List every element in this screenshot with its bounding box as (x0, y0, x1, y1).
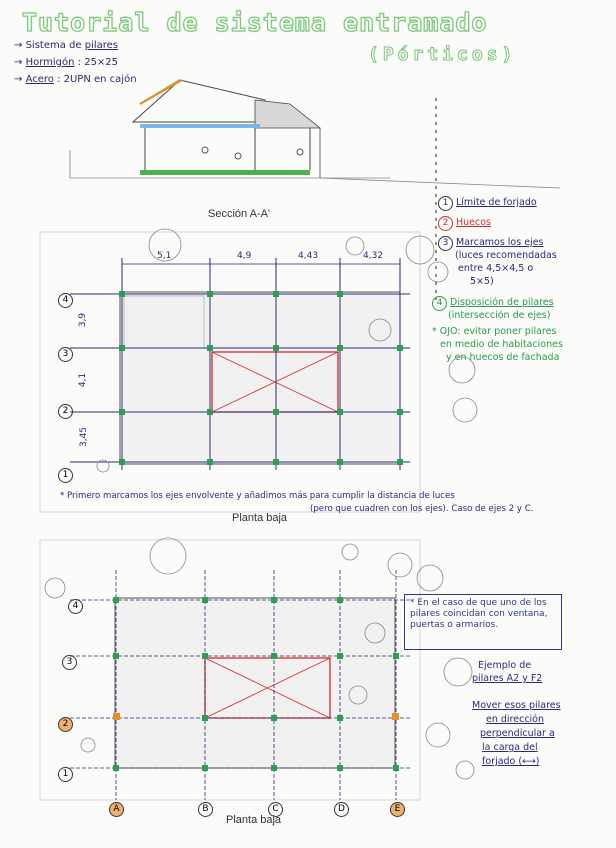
dimension-left-1: 3,9 (78, 312, 89, 328)
dimension-top-3: 4,43 (298, 251, 319, 261)
axis-row-1-bottom: 1 (58, 761, 76, 782)
step-2: 2 Huecos (438, 216, 491, 231)
spec-steel-label: Acero (25, 74, 54, 85)
spec-system-value: pilares (84, 40, 119, 51)
spec-steel: → Acero : 2UPN en cajón (14, 74, 137, 85)
move-line-4: la carga del (482, 742, 538, 753)
step-4: 4 Disposición de pilares (432, 296, 554, 311)
example-line-1: Ejemplo de (478, 660, 532, 671)
top-plan-caption: Planta baja (232, 512, 288, 524)
axis-row-4-bottom: 4 (68, 593, 86, 614)
axis-row-2-bottom: 2 (58, 711, 76, 732)
axis-row-1-top: 1 (58, 462, 76, 483)
bottom-plan (40, 538, 474, 800)
step-3-detail-3: 5×5) (470, 276, 494, 287)
step-4-detail: (intersección de ejes) (448, 310, 551, 321)
spec-steel-value: : 2UPN en cajón (57, 74, 137, 85)
axis-col-c: C (268, 796, 286, 817)
axis-row-3-bottom: 3 (62, 649, 80, 670)
axis-col-a: A (109, 796, 127, 817)
footnote-line-2: (pero que cuadren con los ejes). Caso de ejes 2 y C. (310, 504, 534, 514)
dimension-top-1: 5,1 (157, 251, 172, 261)
move-line-2: en dirección (486, 714, 545, 725)
dimension-top-4: 4,32 (363, 251, 384, 261)
axis-row-2-top: 2 (58, 398, 76, 419)
spec-concrete-label: Hormigón (25, 57, 75, 68)
bottom-plan-caption: Planta baja (226, 814, 282, 826)
spec-system-label: Sistema de (25, 40, 82, 51)
axis-row-4-top: 4 (58, 287, 76, 308)
step-3-detail-1: (luces recomendadas (455, 250, 557, 261)
page-subtitle: (Pórticos) (368, 44, 517, 65)
move-line-3: perpendicular a (480, 728, 555, 739)
top-plan (40, 229, 477, 512)
axis-col-d: D (334, 796, 352, 817)
section-drawing (70, 80, 560, 188)
move-line-1: Mover esos pilares (472, 700, 561, 711)
step-warning-detail-1: en medio de habitaciones (440, 339, 563, 350)
page-title: Tutorial de sistema entramado (22, 8, 488, 37)
spec-concrete: → Hormigón : 25×25 (14, 57, 119, 68)
move-line-5: forjado (⟷) (482, 756, 540, 767)
spec-system: → Sistema de pilares (14, 40, 119, 51)
window-note-box: * En el caso de que uno de los pilares coincidan con ventana, puertas o armarios. (404, 594, 562, 650)
example-line-2: pilares A2 y F2 (472, 673, 543, 684)
step-3-detail-2: entre 4,5×4,5 o (458, 263, 534, 274)
spec-concrete-value: : 25×25 (77, 57, 119, 68)
axis-row-3-top: 3 (58, 341, 76, 362)
step-warning-detail-2: y en huecos de fachada (446, 352, 560, 363)
axis-col-b: B (198, 796, 216, 817)
step-1: 1 Límite de forjado (438, 196, 537, 211)
section-caption: Sección A-A' (208, 208, 271, 220)
dimension-left-3: 3,45 (79, 426, 90, 448)
step-warning: * OJO: evitar poner pilares (432, 326, 557, 337)
dimension-left-2: 4,1 (78, 372, 89, 388)
step-3: 3 Marcamos los ejes (438, 236, 544, 251)
footnote-line-1: * Primero marcamos los ejes envolvente y añadimos más para cumplir la distancia de luces (60, 491, 455, 501)
axis-col-e: E (390, 796, 408, 817)
dimension-top-2: 4,9 (237, 251, 252, 261)
